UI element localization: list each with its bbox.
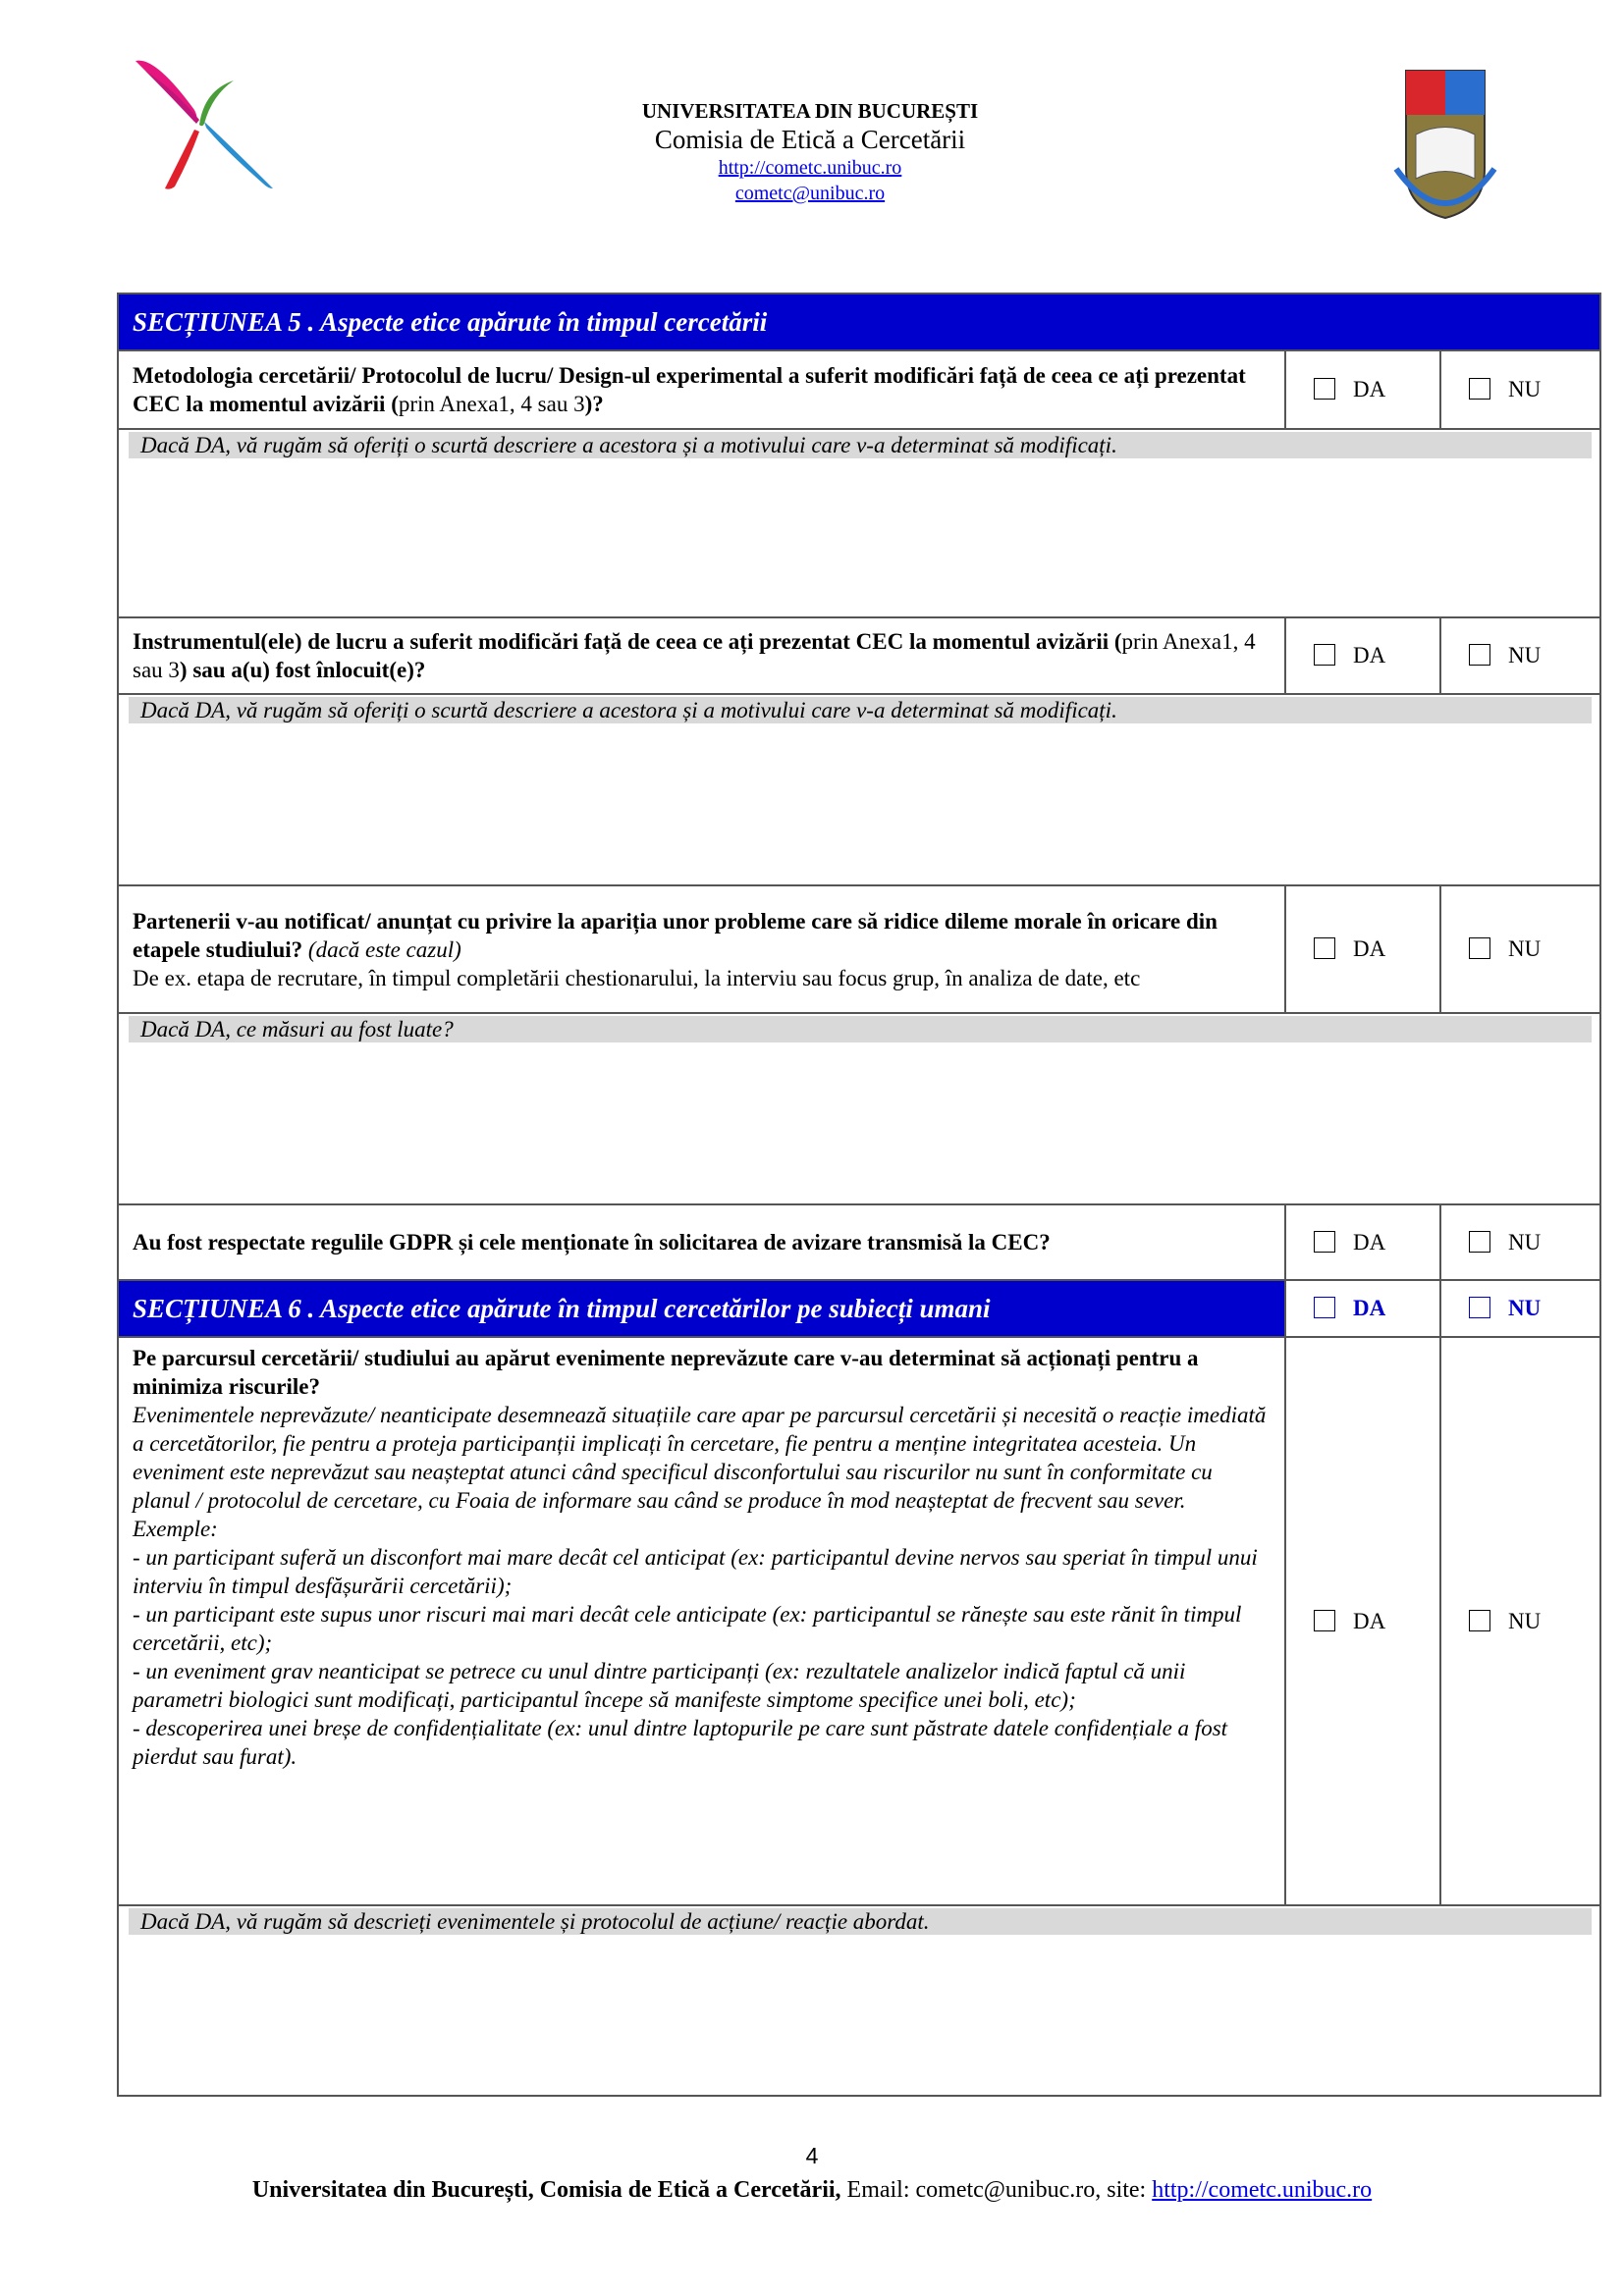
question-text: Partenerii v-au notificat/ anunțat cu privire la apariția unor probleme care să ridice dileme morale în oricare din etapele studiului? (dacă este cazul) De ex. etapa de recrutare, în timpul completării chestionarului, la interviu sau focus grup, în analiza de date, etc [118,885,1285,1013]
checkbox-icon[interactable] [1469,1297,1490,1318]
checkbox-icon[interactable] [1469,937,1490,959]
answer-instruction: Dacă DA, ce măsuri au fost luate? [129,1016,1592,1042]
question-text: Metodologia cercetării/ Protocolul de lucru/ Design-ul experimental a suferit modificări față de ceea ce ați prezentat CEC la momentul avizării (prin Anexa1, 4 sau 3)? [118,350,1285,429]
checkbox-icon[interactable] [1469,644,1490,666]
checkbox-icon[interactable] [1314,378,1335,400]
yes-option[interactable] [1285,350,1440,429]
university-name: UNIVERSITATEA DIN BUCUREȘTI [641,99,979,123]
email-link[interactable]: cometc@unibuc.ro [734,183,886,204]
answer-row [118,1013,1600,1204]
checkbox-icon[interactable] [1469,378,1490,400]
yes-label: DA [1353,643,1386,667]
answer-row [118,694,1600,885]
no-label: NU [1508,936,1542,961]
yes-label: DA [1353,936,1386,961]
section6-yes-option[interactable] [1285,1280,1440,1337]
yes-label: DA [1353,1296,1386,1320]
page-footer [0,2177,1624,2204]
checkbox-icon[interactable] [1314,644,1335,666]
no-option[interactable] [1440,350,1600,429]
no-option[interactable] [1440,885,1600,1013]
yes-option[interactable] [1285,1204,1440,1280]
answer-field[interactable] [118,429,1600,617]
no-label: NU [1508,643,1542,667]
cometc-logo-icon [126,51,283,198]
question-text: Instrumentul(ele) de lucru a suferit modificări față de ceea ce ați prezentat CEC la momentul avizării (prin Anexa1, 4 sau 3) sau a(u) fost înlocuit(e)? [118,617,1285,694]
section6-title: SECȚIUNEA 6 . Aspecte etice apărute în timpul cercetărilor pe subiecți umani [118,1280,1285,1337]
page-number: 4 [805,2143,819,2168]
description: Evenimentele neprevăzute/ neanticipate desemnează situațiile care apar pe parcursul cercetării și necesită o reacție imediată a cercetătorilor, fie pentru a proteja participanții implicați în cercetare, fie pentru a menține integritatea acesteia. Un eveniment este neprevăzut sau neașteptat atunci când specificul disconfortului sau riscurilor nu sunt în conformitate cu planul / protocolul de cercetare, cu Foaia de informare sau când se produce în mod neașteptat de frecvent sau sever. [133,1403,1267,1513]
no-label: NU [1508,1296,1542,1320]
section5-header-row [118,294,1600,350]
yes-option[interactable] [1285,1337,1440,1905]
checkbox-icon[interactable] [1314,1610,1335,1631]
checkbox-icon[interactable] [1314,937,1335,959]
commission-name: Comisia de Etică a Cercetării [654,125,966,154]
example-item: - un participant este supus unor riscuri mai mari decât cele anticipate (ex: participantul se rănește sau este rănit în timpul cercetării, etc); [133,1602,1242,1655]
answer-field[interactable] [118,1905,1600,2096]
question-bold: Pe parcursul cercetării/ studiului au apărut evenimente neprevăzute care v-au determinat să acționați pentru a minimiza riscurile? [133,1346,1199,1399]
examples-label: Exemple: [133,1517,218,1541]
section6-header-row [118,1280,1600,1337]
example-item: - un participant suferă un disconfort mai mare decât cel anticipat (ex: participantul devine nervos sau speriat în timpul unui interviu în timpul desfășurării cercetării); [133,1545,1258,1598]
question-row [118,885,1600,1013]
no-label: NU [1508,377,1542,401]
question-row [118,1204,1600,1280]
answer-row [118,429,1600,617]
yes-option[interactable] [1285,885,1440,1013]
checkbox-icon[interactable] [1469,1231,1490,1253]
answer-row [118,1905,1600,2096]
example-item: - un eveniment grav neanticipat se petrece cu unul dintre participanți (ex: rezultatele analizelor indică faptul că unii parametri biologici sunt modificați, participantul începe să manifeste simptome specifice unei boli, etc); [133,1659,1186,1712]
answer-instruction: Dacă DA, vă rugăm să descrieți evenimentele și protocolul de acțiune/ reacție abordat. [129,1908,1592,1935]
yes-label: DA [1353,1608,1386,1633]
yes-option[interactable] [1285,617,1440,694]
answer-instruction: Dacă DA, vă rugăm să oferiți o scurtă descriere a acestora și a motivului care v-a determinat să modificați. [129,697,1592,723]
question-row [118,350,1600,429]
footer-site-link[interactable]: http://cometc.unibuc.ro [1152,2177,1373,2203]
no-label: NU [1508,1608,1542,1633]
question-row [118,617,1600,694]
ethics-form-table [117,293,1601,2097]
yes-label: DA [1353,377,1386,401]
no-option[interactable] [1440,1204,1600,1280]
question-text [118,1337,1285,1905]
answer-field[interactable] [118,1013,1600,1204]
yes-label: DA [1353,1229,1386,1255]
answer-field[interactable] [118,694,1600,885]
checkbox-icon[interactable] [1469,1610,1490,1631]
checkbox-icon[interactable] [1314,1231,1335,1253]
university-crest-icon [1386,61,1504,228]
no-label: NU [1508,1229,1542,1255]
section6-no-option[interactable] [1440,1280,1600,1337]
header-title-block [491,98,1129,206]
site-link[interactable]: http://cometc.unibuc.ro [718,157,902,179]
answer-instruction: Dacă DA, vă rugăm să oferiți o scurtă descriere a acestora și a motivului care v-a determinat să modificați. [129,432,1592,458]
example-item: - descoperirea unei breșe de confidențialitate (ex: unul dintre laptopurile pe care sunt păstrate datele confidențiale a fost pierdut sau furat). [133,1716,1228,1769]
question-text: Au fost respectate regulile GDPR și cele menționate în solicitarea de avizare transmisă la CEC? [118,1204,1285,1280]
checkbox-icon[interactable] [1314,1297,1335,1318]
section5-title: SECȚIUNEA 5 . Aspecte etice apărute în timpul cercetării [118,294,1600,350]
question-row [118,1337,1600,1905]
no-option[interactable] [1440,1337,1600,1905]
footer-contact: Email: cometc@unibuc.ro, site: [840,2177,1153,2203]
page-header [0,0,1624,255]
no-option[interactable] [1440,617,1600,694]
footer-org: Universitatea din București, Comisia de Etică a Cercetării, [251,2177,841,2203]
